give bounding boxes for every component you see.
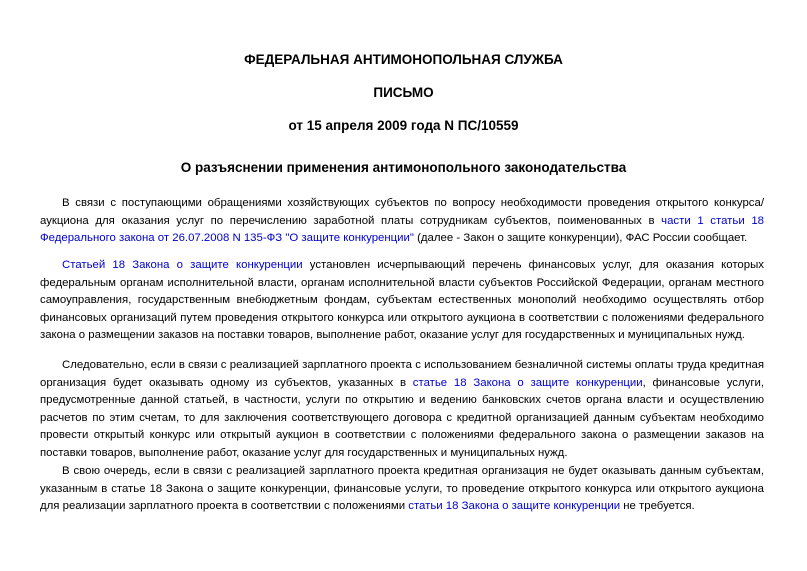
paragraph-text: (далее - Закон о защите конкуренции), ФАС России сообщает. xyxy=(413,232,748,245)
paragraph-4 xyxy=(40,463,764,516)
law-article-link[interactable]: части 1 статьи 18 Федерального закона от 26.07.2008 N 135-ФЗ "О защите конкуренции" xyxy=(40,214,764,245)
paragraph-text: , финансовые услуги, предусмотренные данной статьей, в частности, услуги по открытию и ведению банковских счетов органа власти и осуществлению расчетов по этим счетам, то для заключения соответствующего договора с кредитной организацией данным субъектам необходимо провести открытый конкурс или открытый аукцион в соответствии с положениями федерального закона о размещении заказов на поставки товаров, выполнение работ, оказание услуг для государственных и муниципальных нужд. xyxy=(40,376,764,459)
document-subject: О разъяснении применения антимонопольного законодательства xyxy=(180,160,627,175)
law-article-link[interactable]: статье 18 Закона о защите конкуренции xyxy=(412,376,643,389)
paragraph-text: Следовательно, если в связи с реализацией зарплатного проекта с использованием безналичной системы оплаты труда кредитная организация будет оказывать одному из субъектов, указанных в xyxy=(40,359,764,389)
law-article-link[interactable]: Статьей 18 Закона о защите конкуренции xyxy=(62,259,303,271)
law-article-link[interactable]: статьи 18 Закона о защите конкуренции xyxy=(408,500,621,513)
paragraph-text: установлен исчерпывающий перечень финансовых услуг, для оказания которых федеральным органам исполнительной власти, органам исполнительной власти субъектов Российской Федерации, органам местного самоуправления, государственным внебюджетным фондам, субъектам естественных монополий необходимо осуществлять отбор финансовых организаций путем проведения открытого конкурса или открытого аукциона в соответствии с положениями федерального закона о размещении заказов на поставки товаров, выполнение работ, оказание услуг для государственных и муниципальных нужд. xyxy=(40,259,764,342)
paragraph-1 xyxy=(40,195,764,248)
paragraph-text: не требуется. xyxy=(620,500,695,513)
paragraph-text: В связи с поступающими обращениями хозяйствующих субъектов по вопросу необходимости проведения открытого конкурса/аукциона для оказания услуг по перечислению заработной платы сотрудникам субъектов, поименованных в xyxy=(40,197,764,227)
paragraph-3 xyxy=(40,357,764,463)
agency-title: ФЕДЕРАЛЬНАЯ АНТИМОНОПОЛЬНАЯ СЛУЖБА xyxy=(244,52,563,67)
paragraph-text: В свою очередь, если в связи с реализацией зарплатного проекта кредитная организация не будет оказывать данным субъектам, указанным в статье 18 Закона о защите конкуренции, финансовые услуги, то проведение открытого конкурса или открытого аукциона для реализации зарплатного проекта в соответствии с положениями xyxy=(40,465,764,513)
paragraph-2 xyxy=(40,257,764,345)
document-date-number: от 15 апреля 2009 года N ПС/10559 xyxy=(288,118,519,133)
document-type: ПИСЬМО xyxy=(373,85,434,100)
